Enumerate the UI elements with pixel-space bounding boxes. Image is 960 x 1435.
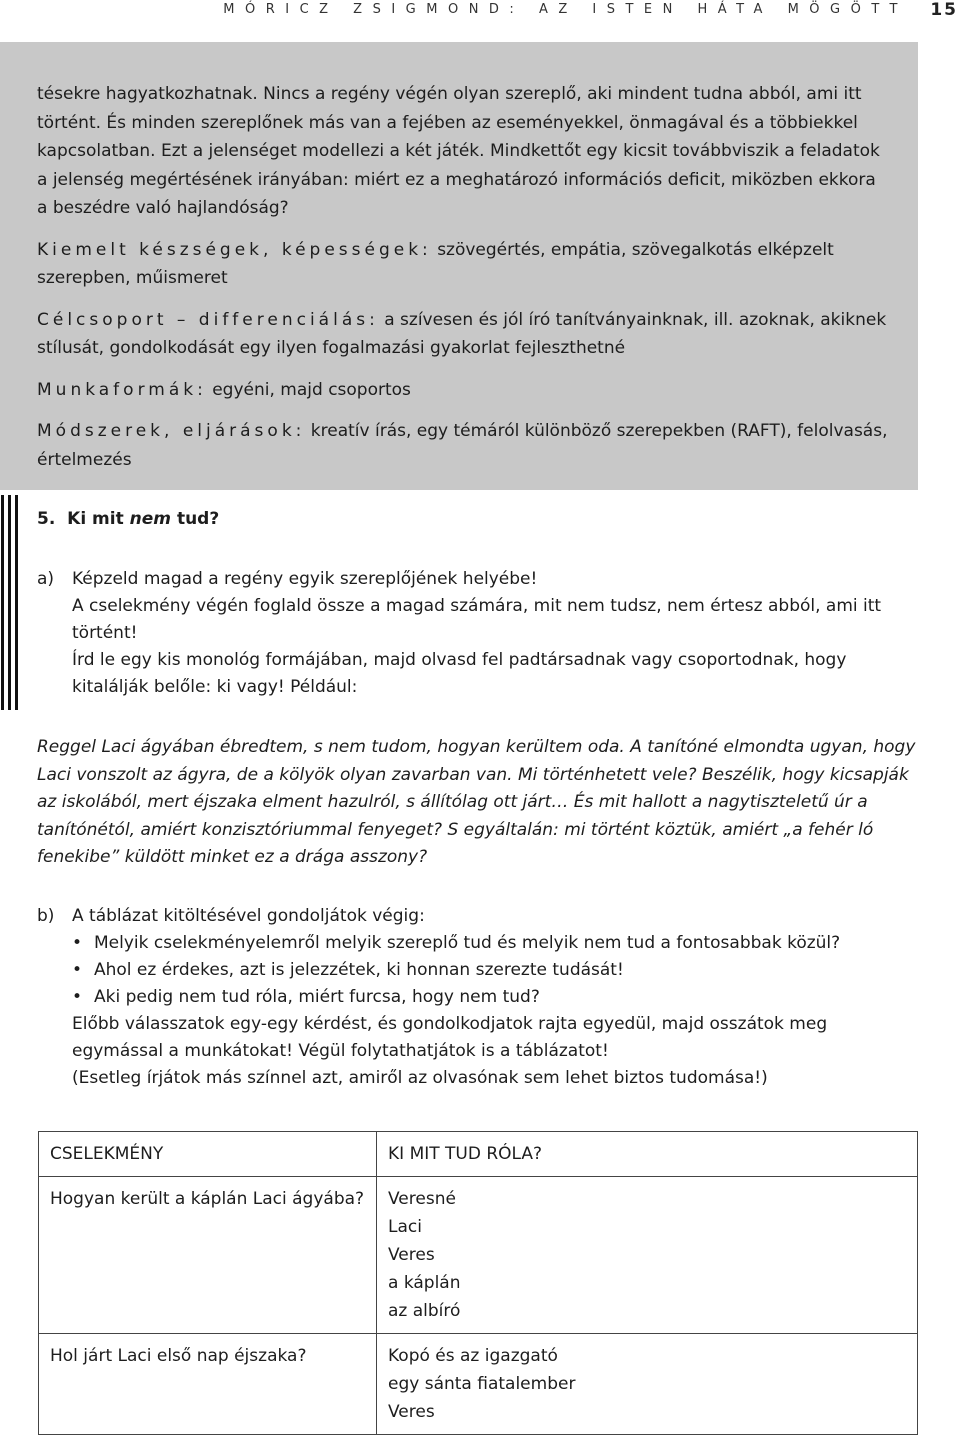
bullet-text: Melyik cselekményelemről melyik szereplő tud és melyik nem tud a fontosabbak közül? (94, 933, 841, 953)
info-paragraph: tésekre hagyatkozhatnak. Nincs a regény végén olyan szereplő, aki mindent tudna abból, ami itt történt. És minden szereplőnek más van a fejében az eseményekkel, önmagával és a többiekkel kapcsolatban. Ezt a jelenséget modellezi a két játék. Mindkettőt egy kicsit továbbviszik a feladatok a jelenség megértésének irányában: miért ez a meghatározó információs deficit, miközben ekkora a beszédre való hajlandóság? (37, 84, 880, 218)
page-number: 15 (930, 0, 958, 20)
running-title: MÓRICZ ZSIGMOND: AZ ISTEN HÁTA MÖGÖTT (223, 2, 908, 17)
skills-label: Kiemelt készségek, képességek: (37, 239, 432, 260)
part-a-line2: A cselekmény végén foglald össze a magad számára, mit nem tudsz, nem értesz abból, ami itt történt! (72, 596, 882, 643)
part-b-after2: (Esetleg írjátok más színnel azt, amiről az olvasónak sem lehet biztos tudomása!) (72, 1068, 768, 1088)
table-row (39, 1334, 918, 1435)
who-line: az albíró (388, 1301, 461, 1321)
who-line: a káplán (388, 1273, 461, 1293)
example-quote: Reggel Laci ágyában ébredtem, s nem tudom, hogyan kerültem oda. A tanítóné elmondta ugyan, hogy Laci vonszolt az ágyra, de a kölyök olyan zavarban van. Mi történhetett vele? Beszélik, hogy kicsapják az iskolából, mert éjszaka elment hazulról, s állítólag ott járt… És mit hallott a nagytiszteletű úr a tanítónétól, amiért konzisztóriummal fenyeget? S egyáltalán: mi történt köztük, amiért „a fehér ló fenekibe” küldött minket ez a drága asszony? (37, 737, 916, 867)
part-a (37, 566, 922, 701)
target-group-text: a szívesen és jól író tanítványainknak, ill. azoknak, akiknek stílusát, gondolkodását egy ilyen fogalmazási gyakorlat fejleszthetné (37, 309, 887, 358)
who-line: Veres (388, 1402, 435, 1422)
part-a-line1: Képzeld magad a regény egyik szereplőjének helyébe! (72, 569, 538, 589)
who-line: Veres (388, 1245, 435, 1265)
part-b-first-line (37, 903, 922, 930)
target-group-item (37, 306, 888, 363)
methods-text: kreatív írás, egy témáról különböző szerepekben (RAFT), felolvasás, értelmezés (37, 421, 888, 470)
part-b-intro: A táblázat kitöltésével gondoljátok végig: (72, 906, 425, 926)
who-line: Laci (388, 1217, 422, 1237)
table-row (39, 1177, 918, 1334)
part-b-label: b) (37, 906, 55, 926)
side-bar (8, 495, 11, 710)
bullet-text: Ahol ez érdekes, azt is jelezzétek, ki honnan szerezte tudását! (94, 960, 624, 980)
who-line: Veresné (388, 1189, 456, 1209)
list-item (72, 984, 922, 1011)
side-bar (1, 495, 4, 710)
bullet-text: Aki pedig nem tud róla, miért furcsa, hogy nem tud? (94, 987, 540, 1007)
task-title-after: tud? (176, 509, 220, 529)
skills-item (37, 236, 888, 293)
part-b-bullets (37, 930, 922, 1011)
who-line: egy sánta fiatalember (388, 1374, 576, 1394)
work-forms-text: egyéni, majd csoportos (212, 379, 411, 400)
work-forms-label: Munkaformák: (37, 379, 207, 400)
skills-text: szövegértés, empátia, szövegalkotás elképzelt szerepben, műismeret (37, 239, 834, 288)
info-box (0, 42, 918, 490)
table-cell-who (377, 1177, 918, 1334)
table-cell-event: Hogyan került a káplán Laci ágyába? (39, 1177, 377, 1334)
part-a-label: a) (37, 569, 55, 589)
part-b-after1: Előbb válasszatok egy-egy kérdést, és gondolkodjatok rajta egyedül, majd osszátok meg egymással a munkátokat! Végül folytathatjátok is a táblázatot! (72, 1014, 828, 1061)
running-header (0, 0, 960, 26)
list-item (72, 957, 922, 984)
part-a-line3: Írd le egy kis monológ formájában, majd olvasd fel padtársadnak vagy csoportodnak, hogy kitalálják belőle: ki vagy! Például: (72, 650, 847, 697)
bullet-icon: • (72, 960, 83, 980)
table-header-event: CSELEKMÉNY (39, 1132, 377, 1177)
task-heading (37, 509, 922, 529)
table-header-who: KI MIT TUD RÓLA? (377, 1132, 918, 1177)
table-cell-event: Hol járt Laci első nap éjszaka? (39, 1334, 377, 1435)
table-cell-who (377, 1334, 918, 1435)
task-number: 5. (37, 509, 56, 529)
part-a-first-line (37, 566, 922, 593)
work-forms-item (37, 376, 888, 405)
side-bar (15, 495, 18, 710)
methods-label: Módszerek, eljárások: (37, 421, 306, 441)
target-group-label: Célcsoport – differenciálás: (37, 309, 379, 330)
bullet-icon: • (72, 933, 83, 953)
table-header-row (39, 1132, 918, 1177)
knowledge-table (38, 1131, 918, 1435)
who-line: Kopó és az igazgató (388, 1346, 558, 1366)
part-b (37, 903, 922, 1092)
list-item (72, 930, 922, 957)
task-title-emph: nem (129, 509, 172, 529)
methods-item (37, 417, 888, 474)
bullet-icon: • (72, 987, 83, 1007)
task-title-before: Ki mit (67, 509, 124, 529)
